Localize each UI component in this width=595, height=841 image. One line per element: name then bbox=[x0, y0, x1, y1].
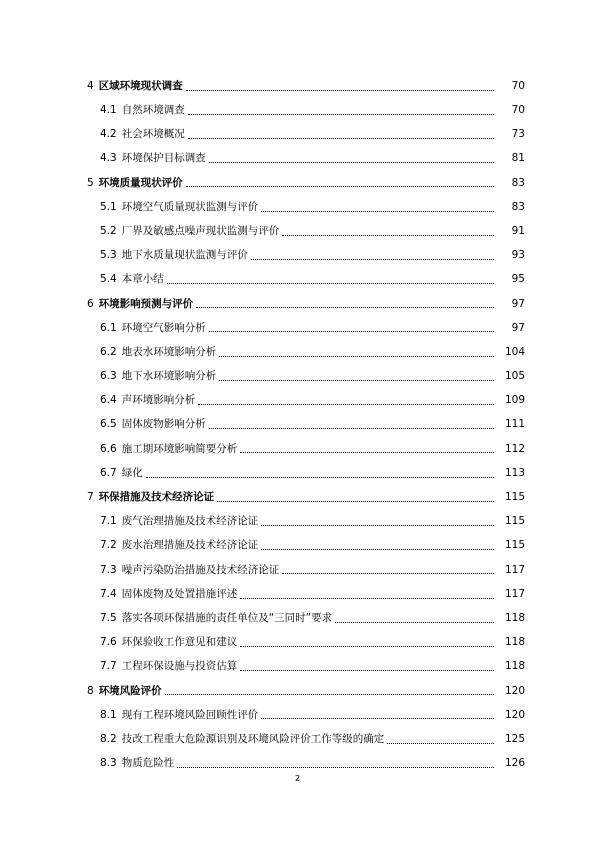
toc-entry-number: 6 bbox=[87, 297, 94, 310]
toc-section-entry[interactable] bbox=[0, 364, 595, 388]
toc-entry-title: 施工期环境影响简要分析 bbox=[121, 442, 238, 455]
toc-entry-number: 4 bbox=[87, 79, 94, 92]
toc-dot-leader bbox=[186, 186, 494, 187]
toc-entry-number: 7.5 bbox=[100, 611, 117, 624]
toc-chapter-entry[interactable] bbox=[0, 485, 595, 509]
toc-entry-number: 8 bbox=[87, 684, 94, 697]
toc-entry-page: 118 bbox=[504, 636, 525, 649]
toc-section-entry[interactable] bbox=[0, 509, 595, 533]
toc-dot-leader bbox=[240, 670, 494, 671]
toc-entry-title: 绿化 bbox=[121, 466, 143, 479]
toc-entry-page: 93 bbox=[511, 249, 525, 262]
toc-entry-title: 环境影响预测与评价 bbox=[98, 297, 194, 310]
toc-dot-leader bbox=[335, 622, 494, 623]
toc-entry-title: 区域环境现状调查 bbox=[98, 79, 183, 92]
toc-section-entry[interactable] bbox=[0, 413, 595, 437]
toc-dot-leader bbox=[196, 307, 494, 308]
toc-dot-leader bbox=[219, 380, 494, 381]
toc-section-entry[interactable] bbox=[0, 340, 595, 364]
toc-entry-number: 8.3 bbox=[100, 757, 117, 770]
toc-section-entry[interactable] bbox=[0, 558, 595, 582]
toc-entry-number: 5.1 bbox=[100, 200, 117, 213]
toc-entry-title: 环保验收工作意见和建议 bbox=[121, 636, 238, 649]
toc-entry-page: 111 bbox=[504, 418, 525, 431]
toc-chapter-entry[interactable] bbox=[0, 171, 595, 195]
toc-entry-title: 环境保护目标调查 bbox=[121, 152, 206, 165]
toc-entry-title: 技改工程重大危险源识别及环境风险评价工作等级的确定 bbox=[121, 732, 385, 745]
toc-section-entry[interactable] bbox=[0, 195, 595, 219]
toc-entry-number: 7.3 bbox=[100, 563, 117, 576]
toc-section-entry[interactable] bbox=[0, 461, 595, 485]
toc-entry-title: 废气治理措施及技术经济论证 bbox=[121, 515, 259, 528]
toc-entry-number: 6.5 bbox=[100, 418, 117, 431]
toc-entry-page: 115 bbox=[504, 491, 525, 504]
toc-entry-number: 7.2 bbox=[100, 539, 117, 552]
toc-dot-leader bbox=[240, 598, 494, 599]
toc-section-entry[interactable] bbox=[0, 437, 595, 461]
toc-dot-leader bbox=[219, 356, 494, 357]
toc-entry-number: 4.2 bbox=[100, 128, 117, 141]
toc-dot-leader bbox=[209, 162, 494, 163]
toc-entry-number: 7.1 bbox=[100, 515, 117, 528]
toc-dot-leader bbox=[261, 525, 494, 526]
toc-entry-number: 6.3 bbox=[100, 370, 117, 383]
toc-entry-title: 地下水质量现状监测与评价 bbox=[121, 249, 248, 262]
toc-entry-number: 8.2 bbox=[100, 732, 117, 745]
toc-entry-number: 6.2 bbox=[100, 345, 117, 358]
toc-section-entry[interactable] bbox=[0, 582, 595, 606]
toc-section-entry[interactable] bbox=[0, 147, 595, 171]
toc-entry-title: 环境空气影响分析 bbox=[121, 321, 206, 334]
toc-section-entry[interactable] bbox=[0, 219, 595, 243]
toc-section-entry[interactable] bbox=[0, 316, 595, 340]
toc-entry-page: 125 bbox=[504, 732, 525, 745]
toc-entry-title: 落实各项环保措施的责任单位及“三同时”要求 bbox=[121, 611, 333, 624]
toc-section-entry[interactable] bbox=[0, 751, 595, 775]
toc-entry-number: 7.7 bbox=[100, 660, 117, 673]
toc-dot-leader bbox=[209, 331, 494, 332]
toc-entry-number: 7.6 bbox=[100, 636, 117, 649]
toc-entry-title: 工程环保设施与投资估算 bbox=[121, 660, 238, 673]
toc-section-entry[interactable] bbox=[0, 727, 595, 751]
toc-entry-number: 6.4 bbox=[100, 394, 117, 407]
table-of-contents bbox=[0, 74, 595, 775]
toc-chapter-entry[interactable] bbox=[0, 292, 595, 316]
toc-section-entry[interactable] bbox=[0, 98, 595, 122]
toc-entry-title: 固体废物影响分析 bbox=[121, 418, 206, 431]
toc-entry-title: 厂界及敏感点噪声现状监测与评价 bbox=[121, 224, 280, 237]
toc-entry-page: 117 bbox=[504, 587, 525, 600]
toc-entry-title: 环境空气质量现状监测与评价 bbox=[121, 200, 259, 213]
toc-entry-number: 7.4 bbox=[100, 587, 117, 600]
toc-dot-leader bbox=[240, 646, 494, 647]
toc-entry-page: 115 bbox=[504, 515, 525, 528]
toc-entry-page: 97 bbox=[511, 321, 525, 334]
toc-entry-page: 109 bbox=[504, 394, 525, 407]
toc-section-entry[interactable] bbox=[0, 243, 595, 267]
toc-entry-page: 118 bbox=[504, 611, 525, 624]
toc-entry-page: 105 bbox=[504, 370, 525, 383]
toc-entry-title: 本章小结 bbox=[121, 273, 164, 286]
toc-entry-title: 废水治理措施及技术经济论证 bbox=[121, 539, 259, 552]
toc-dot-leader bbox=[261, 211, 494, 212]
toc-dot-leader bbox=[186, 90, 494, 91]
toc-entry-page: 117 bbox=[504, 563, 525, 576]
toc-entry-title: 声环境影响分析 bbox=[121, 394, 196, 407]
toc-dot-leader bbox=[188, 114, 494, 115]
toc-dot-leader bbox=[198, 404, 494, 405]
toc-entry-page: 126 bbox=[504, 757, 525, 770]
toc-entry-page: 112 bbox=[504, 442, 525, 455]
toc-dot-leader bbox=[282, 573, 494, 574]
toc-dot-leader bbox=[146, 477, 494, 478]
toc-dot-leader bbox=[282, 235, 494, 236]
toc-dot-leader bbox=[251, 259, 494, 260]
toc-entry-title: 社会环境概况 bbox=[121, 128, 185, 141]
toc-section-entry[interactable] bbox=[0, 268, 595, 292]
toc-section-entry[interactable] bbox=[0, 630, 595, 654]
toc-entry-page: 73 bbox=[511, 128, 525, 141]
page-number: 2 bbox=[294, 774, 301, 783]
toc-entry-number: 5 bbox=[87, 176, 94, 189]
toc-entry-page: 81 bbox=[511, 152, 525, 165]
toc-dot-leader bbox=[177, 767, 494, 768]
toc-entry-number: 6.1 bbox=[100, 321, 117, 334]
toc-entry-number: 6.7 bbox=[100, 466, 117, 479]
toc-dot-leader bbox=[167, 283, 494, 284]
toc-dot-leader bbox=[261, 718, 494, 719]
toc-section-entry[interactable] bbox=[0, 655, 595, 679]
toc-dot-leader bbox=[209, 428, 494, 429]
toc-entry-page: 97 bbox=[511, 297, 525, 310]
toc-dot-leader bbox=[240, 452, 494, 453]
toc-entry-number: 5.3 bbox=[100, 249, 117, 262]
toc-entry-page: 83 bbox=[511, 176, 525, 189]
toc-entry-title: 环境风险评价 bbox=[98, 684, 162, 697]
toc-entry-page: 70 bbox=[511, 79, 525, 92]
toc-entry-page: 118 bbox=[504, 660, 525, 673]
toc-entry-title: 现有工程环境风险回顾性评价 bbox=[121, 708, 259, 721]
toc-entry-number: 6.6 bbox=[100, 442, 117, 455]
toc-dot-leader bbox=[387, 743, 494, 744]
toc-entry-page: 113 bbox=[504, 466, 525, 479]
toc-entry-page: 120 bbox=[504, 708, 525, 721]
toc-dot-leader bbox=[217, 501, 494, 502]
toc-section-entry[interactable] bbox=[0, 703, 595, 727]
toc-entry-title: 噪声污染防治措施及技术经济论证 bbox=[121, 563, 280, 576]
toc-dot-leader bbox=[188, 138, 494, 139]
toc-section-entry[interactable] bbox=[0, 122, 595, 146]
toc-entry-number: 8.1 bbox=[100, 708, 117, 721]
toc-entry-number: 4.3 bbox=[100, 152, 117, 165]
toc-entry-number: 5.4 bbox=[100, 273, 117, 286]
toc-chapter-entry[interactable] bbox=[0, 679, 595, 703]
toc-entry-page: 95 bbox=[511, 273, 525, 286]
toc-dot-leader bbox=[165, 694, 494, 695]
toc-entry-title: 地下水环境影响分析 bbox=[121, 370, 217, 383]
toc-entry-page: 115 bbox=[504, 539, 525, 552]
toc-section-entry[interactable] bbox=[0, 534, 595, 558]
toc-entry-page: 70 bbox=[511, 104, 525, 117]
toc-entry-title: 固体废物及处置措施评述 bbox=[121, 587, 238, 600]
toc-entry-title: 环保措施及技术经济论证 bbox=[98, 491, 215, 504]
toc-section-entry[interactable] bbox=[0, 606, 595, 630]
toc-entry-page: 83 bbox=[511, 200, 525, 213]
toc-entry-title: 自然环境调查 bbox=[121, 104, 185, 117]
toc-dot-leader bbox=[261, 549, 494, 550]
toc-entry-page: 120 bbox=[504, 684, 525, 697]
toc-entry-page: 104 bbox=[504, 345, 525, 358]
toc-entry-number: 4.1 bbox=[100, 104, 117, 117]
toc-entry-number: 7 bbox=[87, 491, 94, 504]
toc-section-entry[interactable] bbox=[0, 388, 595, 412]
toc-entry-page: 91 bbox=[511, 224, 525, 237]
toc-entry-title: 环境质量现状评价 bbox=[98, 176, 183, 189]
toc-entry-title: 地表水环境影响分析 bbox=[121, 345, 217, 358]
toc-chapter-entry[interactable] bbox=[0, 74, 595, 98]
toc-entry-title: 物质危险性 bbox=[121, 757, 175, 770]
toc-entry-number: 5.2 bbox=[100, 224, 117, 237]
